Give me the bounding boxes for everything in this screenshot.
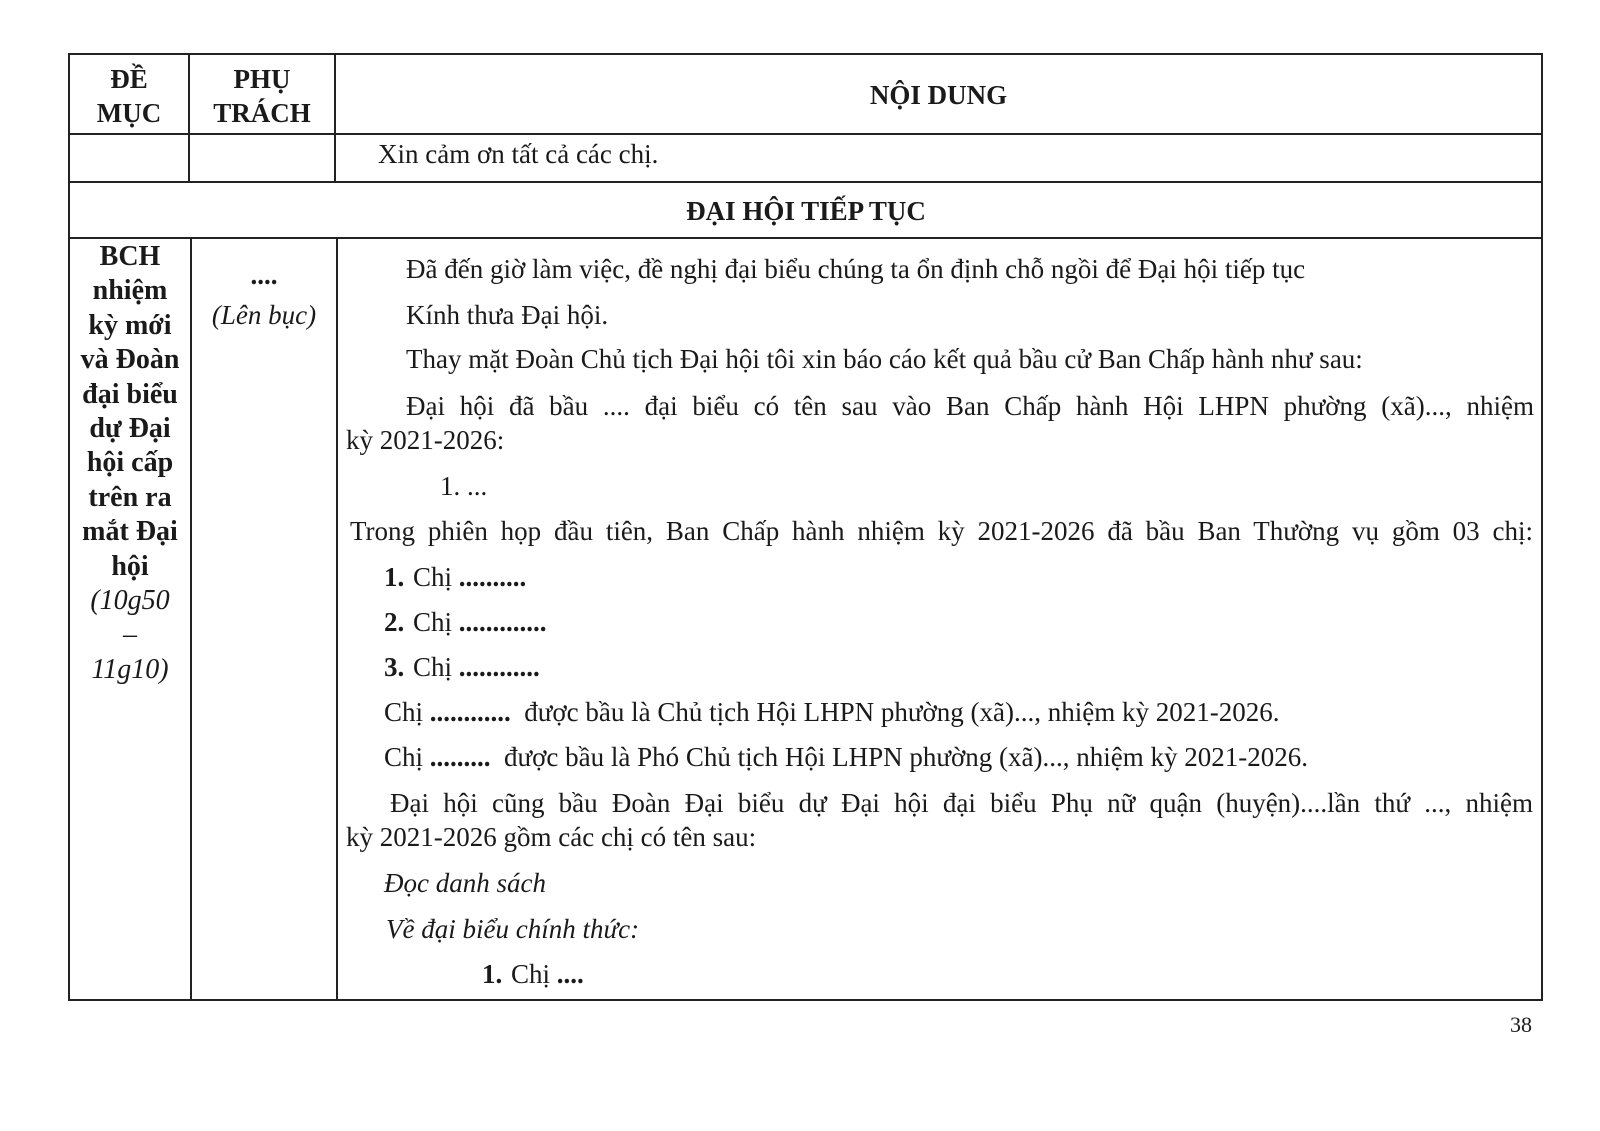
header-phu-trach-line2: TRÁCH	[213, 98, 311, 128]
de-muc-time-dash: –	[123, 619, 137, 651]
header-phu-trach-line1: PHỤ	[233, 64, 291, 94]
member-number-3: 3.	[384, 652, 405, 682]
member-line-2: Chị .............	[413, 607, 547, 637]
content-official-delegates: Về đại biểu chính thức:	[386, 914, 640, 944]
content-chairman: Chị ............ được bầu là Chủ tịch Hội LHPN phường (xã)..., nhiệm kỳ 2021-2026.	[384, 697, 1280, 727]
member-number-1: 1.	[384, 562, 405, 592]
table-border-right	[1541, 53, 1543, 1001]
delegate-line-1: Chị ....	[511, 959, 584, 989]
section-divider	[68, 237, 1543, 239]
de-muc-cell	[70, 240, 190, 687]
content-line-1: Đã đến giờ làm việc, đề nghị đại biểu chúng ta ổn định chỗ ngồi để Đại hội tiếp tục	[406, 254, 1306, 284]
header-noi-dung: NỘI DUNG	[869, 80, 1008, 110]
content-line-14: kỳ 2021-2026 gồm các chị có tên sau:	[346, 822, 757, 852]
de-muc-time-end: 11g10)	[91, 653, 169, 685]
member-line-3: Chị ............	[413, 652, 540, 682]
de-muc-text: BCH nhiệm kỳ mới và Đoàn đại biểu dự Đại hội cấp trên ra mắt Đại hội	[80, 241, 180, 582]
content-line-13: Đại hội cũng bầu Đoàn Đại biểu dự Đại hội đại biểu Phụ nữ quận (huyện)....lần thứ ..., nhiệm	[390, 788, 1533, 818]
header-de-muc	[70, 62, 188, 130]
thanks-text: Xin cảm ơn tất cả các chị.	[378, 139, 659, 169]
delegate-number-1: 1.	[482, 959, 503, 989]
header-de-muc-line1: ĐỀ	[110, 64, 148, 94]
content-line-5: kỳ 2021-2026:	[346, 425, 505, 455]
de-muc-time-start: (10g50	[90, 585, 170, 617]
content-line-4: Đại hội đã bầu .... đại biểu có tên sau vào Ban Chấp hành Hội LHPN phường (xã)..., nhiệm	[406, 391, 1534, 421]
header-phu-trach	[190, 62, 334, 130]
col-divider-2a	[334, 53, 336, 181]
page-number: 38	[1510, 1012, 1532, 1037]
header-de-muc-line2: MỤC	[96, 98, 162, 128]
content-vice-chairman: Chị ......... được bầu là Phó Chủ tịch Hội LHPN phường (xã)..., nhiệm kỳ 2021-2026.	[384, 742, 1309, 772]
member-1-text: Chị ..........	[413, 562, 527, 592]
section-title: ĐẠI HỘI TIẾP TỤC	[686, 196, 926, 226]
content-line-6: 1. ...	[440, 471, 488, 501]
content-line-2: Kính thưa Đại hội.	[406, 300, 609, 330]
content-line-3: Thay mặt Đoàn Chủ tịch Đại hội tôi xin báo cáo kết quả bầu cử Ban Chấp hành như sau:	[406, 344, 1363, 374]
phu-trach-dots: ....	[250, 260, 278, 290]
member-number-2: 2.	[384, 607, 405, 637]
col-divider-2b	[336, 239, 338, 1001]
col-divider-1b	[190, 239, 192, 1001]
header-divider	[68, 133, 1543, 135]
content-read-list: Đọc danh sách	[384, 868, 546, 898]
content-line-7: Trong phiên họp đầu tiên, Ban Chấp hành nhiệm kỳ 2021-2026 đã bầu Ban Thường vụ gồm 03 chị:	[350, 516, 1533, 546]
row-divider	[68, 181, 1543, 183]
member-line-1	[413, 560, 526, 594]
table-border-bottom	[70, 999, 1543, 1001]
table-border-top	[68, 53, 1543, 55]
phu-trach-note: (Lên bục)	[211, 300, 317, 330]
